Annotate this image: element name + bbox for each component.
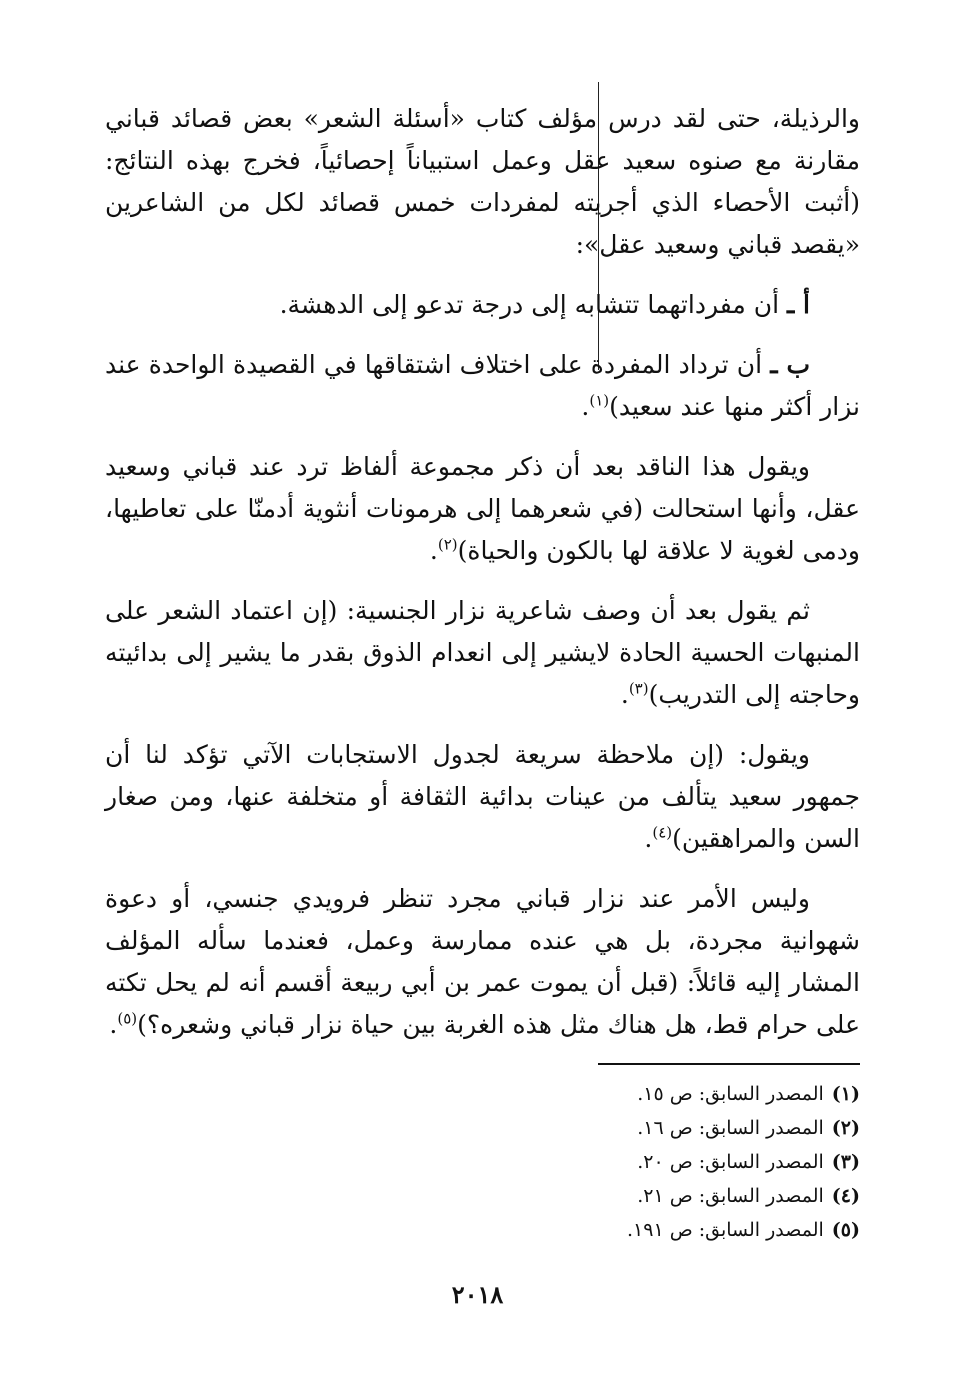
footnote-3 [560, 1145, 860, 1179]
footnote-text: المصدر السابق: ص ٢٠. [637, 1151, 824, 1173]
footnote-ref: (٢) [437, 535, 458, 554]
footnote-separator [598, 1063, 860, 1065]
footnote-text: المصدر السابق: ص ٢١. [637, 1185, 824, 1207]
footnote-5 [560, 1213, 860, 1247]
footnote-number: (٢) [831, 1117, 860, 1139]
footnote-ref: (٥) [117, 1009, 138, 1028]
paragraph-text: وليس الأمر عند نزار قباني مجرد تنظر فرويدي جنسي، أو دعوة شهوانية مجردة، بل هي عنده ممارسة وعمل، فعندما سأله المؤلف المشار إليه قائلاً: (قبل أن يموت عمر بن أبي ربيعة أقسم أنه لم يحل تكته على حرام قط، هل هناك مثل هذه الغربة بين حياة نزار قباني وشعره؟) [105, 884, 860, 1039]
footnote-number: (١) [831, 1083, 860, 1105]
footnote-number: (٥) [831, 1219, 860, 1241]
paragraph-text: ثم يقول بعد أن وصف شاعرية نزار الجنسية: (إن اعتماد الشعر على المنبهات الحسية الحادة لايشير إلى انعدام الذوق بقدر ما يشير إلى بدائيته وحاجته إلى التدريب) [105, 596, 860, 709]
list-item-b: ب ـ أن ترداد المفردة على اختلاف اشتقاقها في القصيدة الواحدة عند نزار أكثر منها عند سعيد)$^{(١)}$. [105, 350, 860, 421]
paragraph-5: ويقول: (إن ملاحظة سريعة لجدول الاستجابات الآتي تؤكد لنا أن جمهور سعيد يتألف من عينات بدائية الثقافة أو متخلفة عنها، ومن صغار السن والمراهقين)$^{(٤)}$. [105, 740, 860, 853]
footnote-text: المصدر السابق: ص ١٥. [637, 1083, 824, 1105]
footnote-ref: (٤) [652, 823, 673, 842]
list-item-a [105, 284, 860, 326]
footnote-number: (٤) [831, 1185, 860, 1207]
paragraph-6: وليس الأمر عند نزار قباني مجرد تنظر فرويدي جنسي، أو دعوة شهوانية مجردة، بل هي عنده ممارسة وعمل، فعندما سأله المؤلف المشار إليه قائلاً: (قبل أن يموت عمر بن أبي ربيعة أقسم أنه لم يحل تكته على حرام قط، هل هناك مثل هذه الغربة بين حياة نزار قباني وشعره؟)$^{(٥)}$. [105, 884, 860, 1039]
page-number: ٢٠١٨ [451, 1280, 504, 1309]
list-item-text: أن مفرداتهما تتشابه إلى درجة تدعو إلى الدهشة. [279, 290, 780, 319]
paragraph-text: والرذيلة، حتى لقد درس مؤلف كتاب «أسئلة الشعر» بعض قصائد قباني مقارنة مع صنوه سعيد عقل وعمل استبياناً إحصائياً، فخرج بهذه النتائج: (أثبت الأحصاء الذي أجريته لمفردات خمس قصائد لكل من الشاعرين «يقصد قباني وسعيد عقل»: [105, 104, 860, 259]
footnote-4 [560, 1179, 860, 1213]
footnote-2 [560, 1111, 860, 1145]
paragraph-text: ويقول: (إن ملاحظة سريعة لجدول الاستجابات الآتي تؤكد لنا أن جمهور سعيد يتألف من عينات بدائية الثقافة أو متخلفة عنها، ومن صغار السن والمراهقين) [105, 740, 860, 853]
footnote-ref: (١) [589, 391, 610, 410]
footnote-ref: (٣) [628, 679, 649, 698]
list-marker: ب ـ [770, 350, 810, 379]
footnote-text: المصدر السابق: ص ١٩١. [627, 1219, 824, 1241]
list-item-text: أن ترداد المفردة على اختلاف اشتقاقها في القصيدة الواحدة عند نزار أكثر منها عند سعيد) [105, 350, 860, 421]
footnote-number: (٣) [831, 1151, 860, 1173]
paragraph-text: ويقول هذا الناقد بعد أن ذكر مجموعة ألفاظ ترد عند قباني وسعيد عقل، وأنها استحالت (في شعرهما إلى هرمونات أنثوية أدمنّا على تعاطيها، ودمى لغوية لا علاقة لها بالكون والحياة) [105, 452, 860, 565]
paragraph-1 [105, 98, 860, 266]
paragraph-4: ثم يقول بعد أن وصف شاعرية نزار الجنسية: (إن اعتماد الشعر على المنبهات الحسية الحادة لايشير إلى انعدام الذوق بقدر ما يشير إلى بدائيته وحاجته إلى التدريب)$^{(٣)}$. [105, 596, 860, 709]
list-marker: أ ـ [787, 290, 810, 319]
main-text-body [105, 98, 860, 1064]
footnotes [560, 1077, 860, 1247]
footnote-text: المصدر السابق: ص ١٦. [637, 1117, 824, 1139]
paragraph-3: ويقول هذا الناقد بعد أن ذكر مجموعة ألفاظ ترد عند قباني وسعيد عقل، وأنها استحالت (في شعرهما إلى هرمونات أنثوية أدمنّا على تعاطيها، ودمى لغوية لا علاقة لها بالكون والحياة)$^{(٢)}$. [105, 452, 860, 565]
footnote-1 [560, 1077, 860, 1111]
